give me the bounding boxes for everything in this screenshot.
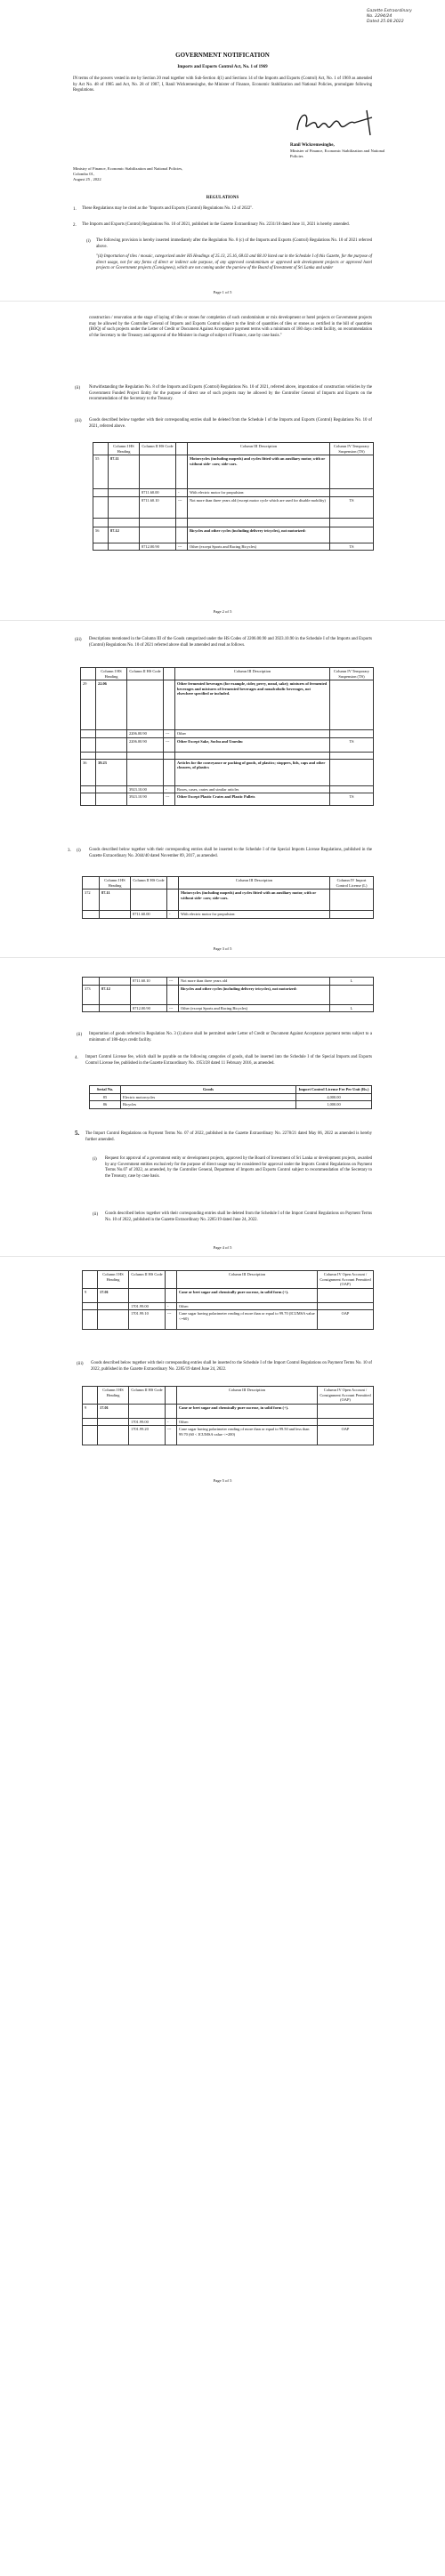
reg-2i-quote: "(d) Importation of tiles / mosaic, categorized under HS Headings of 25.13, 25.16, 68.02 and 68.10 listed out in the Schedule I of this Gazette, for the purpose of direct usage, not for any forms of direct or indirect sale purpose, of any approved condominium or approved unit development projects or approved hotel projects or Government projects (Consignees), which are not coming under the purview of the Board of Investment of Sri Lanka and under xyxy=(96,254,372,271)
row-desc: Articles for the conveyance or packing of goods, of plastics; stoppers, lids, caps and other closures, of plastics xyxy=(175,759,330,785)
table-row xyxy=(83,911,374,919)
row-desc: Not more than three years old xyxy=(179,978,330,986)
reg-5i-number: (i) xyxy=(93,1157,97,1162)
ministry-address xyxy=(73,166,287,183)
table-row-spacer xyxy=(93,518,374,527)
table-row xyxy=(93,543,374,551)
ministry-city: Colombo 01, xyxy=(73,172,94,177)
row-ts: TS xyxy=(330,543,374,551)
row-dash: - xyxy=(166,1418,177,1426)
reg-2iii-b-text: Descriptions mentioned in the Column III of the Goods categorized under the HS Codes of 2206.00.90 and 3923.10.90 in the Schedule I of the Imports and Exports (Control) Regulations No. 10 of 2021 referred above shall be amended and read as follows. xyxy=(89,637,372,648)
row-heading: 17.01 xyxy=(98,1404,129,1418)
row-desc: Bicycles and other cycles (including delivery tricycles), not motorized: xyxy=(188,527,330,543)
row-code: 3923.10.00 xyxy=(127,785,164,793)
amended-goods-table xyxy=(80,667,374,806)
row-desc: Bicycles and other cycles (including delivery tricycles), not motorized: xyxy=(179,985,330,1004)
table-row xyxy=(93,489,374,497)
row-desc: Cane or beet sugar and chemically pure sucrose, in solid form (+). xyxy=(177,1404,318,1418)
col-hs-code: Column II HS Code xyxy=(129,1271,166,1289)
col-serial: Serial No. xyxy=(90,1086,121,1094)
ministry-name: Ministry of Finance, Economic Stabilization and National Policies, xyxy=(73,166,183,171)
row-no: 55 xyxy=(93,455,109,489)
row-desc: Boxes, cases, crates and similar articles xyxy=(175,785,330,793)
row-heading: 17.01 xyxy=(98,1288,129,1302)
fee-amount: 1,000.00 xyxy=(296,1101,372,1109)
regulations-heading: REGULATIONS xyxy=(206,196,239,200)
table-row xyxy=(83,1302,374,1310)
row-code: 8712.00.90 xyxy=(140,543,176,551)
page-separator xyxy=(0,620,445,621)
row-no: 29 xyxy=(81,680,96,730)
row-desc: Motorcycles (including mopeds) and cycles fitted with an auxiliary motor, with or without side- cars; side-cars. xyxy=(179,890,330,911)
page-separator xyxy=(0,957,445,958)
table-row xyxy=(90,1093,372,1101)
row-code xyxy=(140,455,176,489)
reg-5iii-text: Goods described below together with their corresponding entries shall be inserted to the Schedule I of the Import Control Regulations on Payment Terms No. 10 of 2022, published in the Gazette Extraordinary No. 2285/19 dated June 24, 2022. xyxy=(91,1361,372,1372)
row-heading: 22.06 xyxy=(96,680,127,730)
row-no: 36 xyxy=(81,759,96,785)
row-desc: Other Except Plastic Crates and Plastic Pallets xyxy=(175,793,330,806)
col-hs-code: Column II HS Code xyxy=(127,668,164,680)
row-desc: Not more than three years old (except motor cycle which are used for disable mobility) xyxy=(188,496,330,518)
reg-5iii-number: (iii) xyxy=(77,1362,84,1366)
col-description: Column III Description xyxy=(188,443,330,455)
row-heading: 87.11 xyxy=(100,890,131,911)
col-blank xyxy=(93,443,109,455)
table-row xyxy=(83,1288,374,1302)
table-row xyxy=(93,496,374,518)
fee-serial: 85 xyxy=(90,1093,121,1101)
row-desc: Other (except Sports and Racing Bicycles) xyxy=(188,543,330,551)
row-dash: - xyxy=(164,785,175,793)
table-row-spacer xyxy=(81,752,374,759)
row-heading: 87.11 xyxy=(109,455,140,489)
reg-3ii-number: (ii) xyxy=(77,1033,83,1037)
table-header-row xyxy=(83,877,374,890)
signature-image xyxy=(290,105,388,141)
page-separator xyxy=(0,301,445,302)
reg-3i-number: (i) xyxy=(77,849,81,853)
row-dash: --- xyxy=(166,1310,177,1330)
table-row xyxy=(81,785,374,793)
table-row xyxy=(83,1404,374,1418)
fee-serial: 86 xyxy=(90,1101,121,1109)
inserted-payment-terms-table xyxy=(82,1386,374,1445)
col-description: Column III Description xyxy=(177,1271,318,1289)
col-hs-heading: Column I HS Heading xyxy=(109,443,140,455)
row-dash: --- xyxy=(176,496,188,518)
row-dash: --- xyxy=(166,1426,177,1445)
page-separator xyxy=(0,1256,445,1257)
signer-title: Minister of Finance, Economic Stabilization and National Policies xyxy=(290,149,385,159)
reg-2ii-number: (ii) xyxy=(75,386,81,390)
row-desc: Other: xyxy=(177,1302,318,1310)
table-row xyxy=(83,1418,374,1426)
special-license-table-continued xyxy=(82,977,374,1012)
special-license-table xyxy=(82,876,374,919)
row-code: 1701.99.20 xyxy=(129,1426,166,1445)
row-code: 1701.99.00 xyxy=(129,1418,166,1426)
reg-2iii-number: (iii) xyxy=(75,419,82,423)
row-dash: --- xyxy=(176,543,188,551)
row-dash: - xyxy=(166,1302,177,1310)
reg-3-number: 3. xyxy=(68,849,71,853)
col-hs-heading: Column I HS Heading xyxy=(96,668,127,680)
row-license: L xyxy=(330,1004,374,1012)
col-dash xyxy=(176,443,188,455)
reg-2-text: The Imports and Exports (Control) Regulations No. 10 of 2021, published in the Gazette Extraordinary No. 2231/18 dated June 11, 2021 is hereby amended. xyxy=(82,222,350,227)
row-no: 9 xyxy=(83,1288,98,1302)
row-dash: --- xyxy=(164,730,175,738)
table-row xyxy=(83,1426,374,1445)
table-header-row xyxy=(93,443,374,455)
table-header-row xyxy=(90,1086,372,1094)
row-code: 1701.99.10 xyxy=(129,1310,166,1330)
reg-5i-text: Request for approval of a government entity or development projects, approved by the Board of Investment of Sri Lanka or development projects, awarded by any Government entities exclusively for the purpose of direct usage may be considered for approval under the Imports Control Regulations on Payment Terms No.07 of 2022, as amended, by the Controller General, Department of Imports and Exports Control subject to recommendation of the Secretary to the Treasury, case by case basis. xyxy=(105,1156,372,1179)
col-hs-code: Column II HS Code xyxy=(131,877,167,890)
row-code: 2206.00.90 xyxy=(127,737,164,752)
row-code: 2206.00.90 xyxy=(127,730,164,738)
row-ts xyxy=(330,455,374,489)
col-ts: Column IV Temporary Suspension (TS) xyxy=(330,443,374,455)
row-no: 373 xyxy=(83,985,100,1004)
table-row xyxy=(83,1310,374,1330)
row-dash xyxy=(176,455,188,489)
page-number-1: Page 1 of 5 xyxy=(213,290,232,294)
table-row xyxy=(93,455,374,489)
col-hs-code: Column II HS Code xyxy=(140,443,176,455)
row-no: 9 xyxy=(83,1404,98,1418)
table-row xyxy=(90,1101,372,1109)
table-header-row xyxy=(83,1271,374,1289)
reg-3-text: Goods described below together with their corresponding entries shall be inserted to the Schedule I of the Special Imports License Regulations, published in the Gazette Extraordinary No. 2044/40 dated November 09, 2017, as amended. xyxy=(89,848,372,858)
row-heading: 87.12 xyxy=(100,985,131,1004)
col-license: Column IV Import Control License (L) xyxy=(330,877,374,890)
page-number-4: Page 4 of 5 xyxy=(213,1245,232,1250)
col-goods: Goods xyxy=(121,1086,296,1094)
reg-2-number: 2. xyxy=(73,223,77,228)
table-row xyxy=(81,793,374,806)
act-subtitle: Imports and Exports Control Act, No. 1 of 1969 xyxy=(177,65,268,69)
col-description: Column III Description xyxy=(179,877,330,890)
license-fee-table xyxy=(89,1085,372,1109)
col-hs-heading: Column I HS Heading xyxy=(98,1387,129,1405)
intro-paragraph: IN terms of the powers vested in me by Section 20 read together with Sub-Section 4(1) and Sections 14 of the Imports and Exports (Control) Act, No. 1 of 1969 as amended by Act No. 48 of 1985 and Act, No. 28 of 1987, I, Ranil Wickremesinghe, the Minister of Finance, Economic Stabilization and National Policies, promulgate following Regulations. xyxy=(73,76,372,93)
row-dash: - xyxy=(176,489,188,497)
row-code: 8711.60.10 xyxy=(131,978,167,986)
table-row xyxy=(93,527,374,543)
reg-1-number: 1. xyxy=(73,207,77,212)
reg-1-text: These Regulations may be cited as the "Imports and Exports (Control) Regulations No. 12 of 2022". xyxy=(82,206,254,211)
deleted-goods-table xyxy=(93,442,374,551)
row-no: 372 xyxy=(83,890,100,911)
row-code: 1701.99.00 xyxy=(129,1302,166,1310)
reg-5-text: The Import Control Regulations on Payment Terms No. 07 of 2022, published in the Gazette Extraordinary No. 2278/21 dated May 06, 2022 as amended is hereby further amended. xyxy=(85,1131,372,1142)
table-row xyxy=(81,737,374,752)
col-description: Column III Description xyxy=(177,1387,318,1405)
row-desc: Motorcycles (including mopeds) and cycles fitted with an auxiliary motor, with or without side- cars; side-cars. xyxy=(188,455,330,489)
col-ts: Column IV Temporary Suspension (TS) xyxy=(330,668,374,680)
table-row xyxy=(81,680,374,730)
row-dash: --- xyxy=(164,737,175,752)
table-row xyxy=(81,730,374,738)
para-continuation: construction / renovation at the stage of laying of tiles or stones for completion of such condominium or mix development or hotel projects or Government projects may be allowed by the Controller General of Imports and Exports Control subject to the limit of quantities of tiles or stones as certified in the bill of quantities (BOQ) of such projects under the Letter of Credit or Document Against Acceptance payment terms with a minimum of 180 days credit facility, on recommendation of the Secretary to the Treasury and approval of the Minister in charge of subject of Finance, case by case basis." xyxy=(89,316,372,338)
row-license: L xyxy=(330,978,374,986)
page-number-3: Page 3 of 5 xyxy=(213,946,232,951)
notice-date: August 25 , 2022 xyxy=(73,177,101,182)
reg-4-text: Import Control License fee, which shall be payable on the following categories of goods, shall be inserted into the Schedule I of the Special Imports and Exports Control License fee, published in the Gazette Extraordinary No. 1953/28 dated 11 February 2016, as amended. xyxy=(85,1055,372,1066)
col-description: Column III Description xyxy=(175,668,330,680)
reg-2iii-text: Goods described below together with their corresponding entries shall be deleted from the Schedule I of the Imports and Exports (Control) Regulations No. 10 of 2021, referred above. xyxy=(89,418,372,429)
row-dash: --- xyxy=(167,978,179,986)
fee-goods: Bicycles xyxy=(121,1101,296,1109)
col-fee: Import Control License Fee Per Unit (Rs.) xyxy=(296,1086,372,1094)
table-row xyxy=(81,759,374,785)
row-oap: OAP xyxy=(318,1426,374,1445)
stamp-line-3: Dated 25.08.2022 xyxy=(367,20,404,25)
table-row xyxy=(83,890,374,911)
reg-2iii-b-number: (iii) xyxy=(75,638,82,642)
row-code: 3923.10.90 xyxy=(127,793,164,806)
row-ts: TS xyxy=(330,737,374,752)
deleted-payment-terms-table xyxy=(82,1270,374,1330)
stamp-line-2: No. 2294/24 xyxy=(367,14,392,20)
reg-4-number: 4. xyxy=(75,1056,78,1060)
page-title: GOVERNMENT NOTIFICATION xyxy=(175,52,270,59)
row-ts: TS xyxy=(330,793,374,806)
reg-3ii-text: Importation of goods referred in Regulation No. 3 (i) above shall be permitted under Letter of Credit or Document Against Acceptance payment terms subject to a minimum of 180-days credit facility. xyxy=(89,1032,372,1042)
row-ts: TS xyxy=(330,496,374,518)
row-oap: OAP xyxy=(318,1310,374,1330)
row-code: 8711.60.00 xyxy=(131,911,167,919)
row-desc: Other (except Sports and Racing Bicycles) xyxy=(179,1004,330,1012)
table-header-row xyxy=(83,1387,374,1405)
col-oap: Column IV Open Account / Consignment Account Permitted (OAP) xyxy=(318,1271,374,1289)
row-desc: Cane sugar having polarimeter reading of more than or equal to 99.70 (ICUMSA value <=60) xyxy=(177,1310,318,1330)
page-number-5: Page 5 of 5 xyxy=(213,1478,232,1483)
handwritten-stamp xyxy=(367,9,438,26)
col-hs-heading: Column I HS Heading xyxy=(98,1271,129,1289)
row-heading: 39.23 xyxy=(96,759,127,785)
reg-2ii-text: Notwithstanding the Regulation No. 8 of the Imports and Exports (Control) Regulations No. 10 of 2021, referred above, importation of construction vehicles by the Government Funded Project Entity for the purpose of direct use of such projects may be allowed by the Controller General of Imports and Exports on the recommendation of the Secretary to the Treasury. xyxy=(89,385,372,402)
row-dash: --- xyxy=(167,1004,179,1012)
row-heading: 87.12 xyxy=(109,527,140,543)
row-code: 8711.60.00 xyxy=(140,489,176,497)
row-dash: - xyxy=(167,911,179,919)
row-desc: Other: xyxy=(177,1418,318,1426)
reg-5-number: 5. xyxy=(75,1130,80,1137)
row-desc: Other fermented beverages (for example, cider, perry, mead, sake); mixtures of fermented beverages and mixtures of fermented beverages and nonalcoholic beverages, not elsewhere specified or included. xyxy=(175,680,330,730)
page-number-2: Page 2 of 5 xyxy=(213,609,232,614)
col-hs-heading: Column I HS Heading xyxy=(100,877,131,890)
row-dash: --- xyxy=(164,793,175,806)
row-desc: Cane sugar having polarimeter reading of more than or equal to 99.50 and less than 99.70 (60 < ICUMSA value <=200) xyxy=(177,1426,318,1445)
row-desc: Other Except Sake, Sochu and Umeshu xyxy=(175,737,330,752)
table-row xyxy=(83,978,374,986)
reg-5ii-number: (ii) xyxy=(93,1212,99,1217)
reg-2i-text: The following provision is hereby inserted immediately after the Regulation No. 8 (c) of the Imports and Exports (Control) Regulations No. 10 of 2021 referred above. xyxy=(96,238,372,249)
fee-goods: Electric motorcycles xyxy=(121,1093,296,1101)
row-code: 8712.00.90 xyxy=(131,1004,167,1012)
row-desc: Other xyxy=(175,730,330,738)
row-code: 8711.60.10 xyxy=(140,496,176,518)
reg-2i-number: (i) xyxy=(86,239,91,244)
row-no: 56 xyxy=(93,527,109,543)
signer-name: Ranil Wickremesinghe, xyxy=(290,143,335,148)
row-desc: Cane or beet sugar and chemically pure sucrose, in solid form (+). xyxy=(177,1288,318,1302)
col-oap: Column IV Open Account / Consignment Account Permitted (OAP) xyxy=(318,1387,374,1405)
table-row xyxy=(83,1004,374,1012)
row-desc: With electric motor for propulsion: xyxy=(179,911,330,919)
stamp-line-1: Gazette Extraordinary xyxy=(367,9,412,13)
reg-5ii-text: Goods described below together with their corresponding entries shall be deleted from the Schedule I of the Import Control Regulations on Payment Terms No. 10 of 2022, published in the Gazette Extraordinary No. 2285/19 dated June 24, 2022. xyxy=(105,1212,372,1222)
fee-amount: 4,000.00 xyxy=(296,1093,372,1101)
table-header-row xyxy=(81,668,374,680)
row-ts xyxy=(330,489,374,497)
col-hs-code: Column II HS Code xyxy=(129,1387,166,1405)
table-row xyxy=(83,985,374,1004)
row-desc: With electric motor for propulsion: xyxy=(188,489,330,497)
